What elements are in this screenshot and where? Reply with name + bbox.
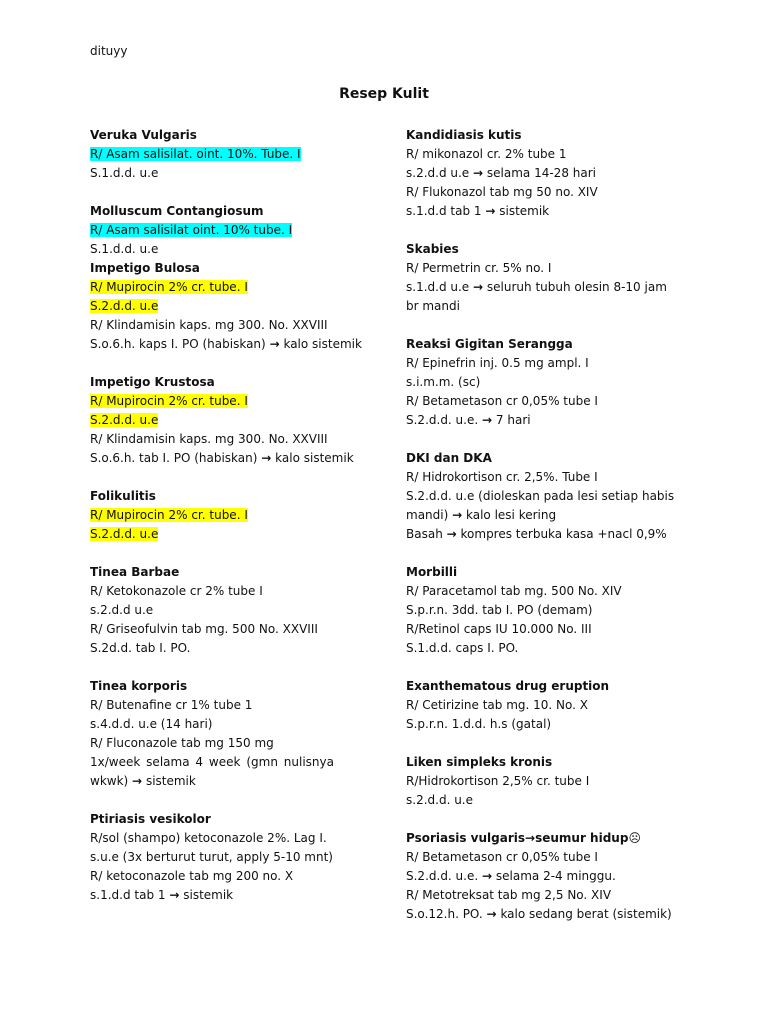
line-text: R/ Klindamisin kaps. mg 300. No. XXVIII [90,432,328,446]
arrow-icon: → [525,831,536,845]
right-column [406,126,680,943]
prescription-line [406,848,680,867]
arrow-icon: → [482,413,493,427]
section-heading-text: DKI dan DKA [406,451,492,465]
arrow-icon: → [169,888,180,902]
line-text: R/ Betametason cr 0,05% tube I [406,850,598,864]
line-text: R/ Epinefrin inj. 0.5 mg ampl. I [406,356,589,370]
section-heading-text: Liken simpleks kronis [406,755,553,769]
line-text: R/ Ketokonazole cr 2% tube I [90,584,263,598]
arrow-icon: → [473,166,484,180]
prescription-section [90,373,354,468]
arrow-icon: → [485,204,496,218]
prescription-line [406,639,680,658]
prescription-line [90,848,334,867]
document-title: Resep Kulit [339,86,429,102]
prescription-section [406,677,680,734]
prescription-line [406,601,680,620]
prescription-line [406,620,680,639]
section-heading-text: Tinea Barbae [90,565,180,579]
line-note: sistemik [499,204,550,218]
prescription-line [90,145,334,164]
prescription-line [406,886,680,905]
section-heading [406,335,680,354]
line-text: S.2.d.d. u.e. [406,869,479,883]
prescription-line [90,221,334,240]
line-text: R/ Klindamisin kaps. mg 300. No. XXVIII [90,318,328,332]
prescription-line [406,582,680,601]
line-text: R/ Mupirocin 2% cr. tube. I [90,280,248,294]
prescription-line [406,164,680,183]
section-heading [90,202,334,221]
line-text: s.1.d.d tab 1 [90,888,166,902]
line-text: R/ Cetirizine tab mg. 10. No. X [406,698,588,712]
line-note: selama 14-28 hari [486,166,596,180]
line-text: S.2.d.d. u.e (dioleskan pada lesi setiap habis mandi) [406,489,675,522]
line-text: R/ Flukonazol tab mg 50 no. XIV [406,185,598,199]
prescription-section [90,126,334,183]
prescription-line [90,278,334,297]
prescription-line [90,715,334,734]
prescription-line [90,240,334,259]
section-heading-text: Impetigo Bulosa [90,261,200,275]
line-text: S.p.r.n. 1.d.d. h.s (gatal) [406,717,552,731]
line-text: S.o.12.h. PO. [406,907,483,921]
arrow-icon: → [482,869,493,883]
section-heading-text: Skabies [406,242,459,256]
section-heading-suffix: seumur hidup [535,831,629,845]
section-heading [90,677,334,696]
prescription-line [90,411,334,430]
line-text: S.2.d.d. u.e [90,299,159,313]
prescription-line [90,335,362,354]
line-text: R/ Mupirocin 2% cr. tube. I [90,394,248,408]
prescription-line [406,468,680,487]
line-text: Basah [406,527,443,541]
line-text: S.2.d.d. u.e [90,527,159,541]
line-text: R/ Mupirocin 2% cr. tube. I [90,508,248,522]
section-heading [90,259,334,278]
arrow-icon: → [446,527,457,541]
line-text: S.2.d.d. u.e [90,413,159,427]
prescription-section [406,335,680,430]
prescription-section [406,563,680,658]
section-heading [406,677,680,696]
section-heading-text: Impetigo Krustosa [90,375,215,389]
prescription-line [406,867,680,886]
arrow-icon: → [269,337,280,351]
section-heading [406,240,680,259]
arrow-icon: → [261,451,272,465]
prescription-line [406,772,680,791]
line-note: sistemik [145,774,196,788]
prescription-section [406,753,680,810]
line-text: S.2.d.d. u.e. [406,413,479,427]
prescription-line [406,791,680,810]
line-text: R/ Asam salisilat oint. 10% tube. I [90,223,293,237]
line-text: s.4.d.d. u.e (14 hari) [90,717,213,731]
section-heading [90,487,334,506]
prescription-line [406,411,680,430]
line-note: kalo sistemik [283,337,362,351]
prescription-line [406,392,680,411]
section-heading-text: Kandidiasis kutis [406,128,522,142]
prescription-section [406,449,680,544]
prescription-line [90,449,354,468]
prescription-line [406,202,680,221]
prescription-line [406,487,680,525]
prescription-section [90,810,334,905]
line-text: s.2.d.d. u.e [406,793,473,807]
line-note: 7 hari [495,413,531,427]
line-text: s.1.d.d tab 1 [406,204,482,218]
line-text: R/Hidrokortison 2,5% cr. tube I [406,774,590,788]
line-text: R/ ketoconazole tab mg 200 no. X [90,869,294,883]
prescription-section [90,487,334,544]
line-text: S.p.r.n. 3dd. tab I. PO (demam) [406,603,593,617]
prescription-line [90,620,334,639]
line-text: s.u.e (3x berturut turut, apply 5-10 mnt) [90,850,333,864]
line-text: S.1.d.d. u.e [90,166,159,180]
section-heading-text: Veruka Vulgaris [90,128,197,142]
page-header-text: dituyy [90,44,128,58]
line-text: S.1.d.d. caps I. PO. [406,641,519,655]
line-note: seluruh tubuh olesin 8-10 jam br mandi [406,280,667,313]
prescription-section [406,829,680,924]
line-text: R/ Butenafine cr 1% tube 1 [90,698,253,712]
line-text: 1x/week selama 4 week (gmn nulisnya wkwk) [90,755,334,788]
prescription-line [90,316,334,335]
line-text: R/ Metotreksat tab mg 2,5 No. XIV [406,888,612,902]
prescription-line [406,525,680,544]
prescription-line [90,525,334,544]
prescription-line [406,905,680,924]
line-note: kalo lesi kering [466,508,557,522]
line-text: R/Retinol caps IU 10.000 No. III [406,622,592,636]
section-heading-text: Tinea korporis [90,679,188,693]
prescription-section [90,202,334,259]
section-heading [406,829,680,848]
line-text: R/ Fluconazole tab mg 150 mg [90,736,274,750]
section-heading [406,753,680,772]
line-text: s.i.m.m. (sc) [406,375,481,389]
line-text: S.o.6.h. kaps I. PO (habiskan) [90,337,266,351]
line-note: sistemik [183,888,234,902]
arrow-icon: → [473,280,484,294]
line-text: S.o.6.h. tab I. PO (habiskan) [90,451,258,465]
section-heading-text: Folikulitis [90,489,156,503]
line-text: S.1.d.d. u.e [90,242,159,256]
line-text: S.2d.d. tab I. PO. [90,641,191,655]
line-text: R/ Griseofulvin tab mg. 500 No. XXVIII [90,622,318,636]
prescription-section [406,240,680,316]
section-heading [90,810,334,829]
prescription-line [90,886,334,905]
prescription-line [90,297,334,316]
section-heading [406,563,680,582]
line-note: kalo sistemik [275,451,354,465]
line-text: R/ mikonazol cr. 2% tube 1 [406,147,567,161]
line-text: R/ Paracetamol tab mg. 500 No. XIV [406,584,622,598]
arrow-icon: → [452,508,463,522]
section-heading [90,126,334,145]
line-text: R/ Hidrokortison cr. 2,5%. Tube I [406,470,598,484]
section-heading-text: Exanthematous drug eruption [406,679,610,693]
section-heading-text: Molluscum Contangiosum [90,204,264,218]
prescription-line [406,259,680,278]
line-text: s.2.d.d u.e [90,603,154,617]
line-text: R/ Betametason cr 0,05% tube I [406,394,598,408]
prescription-line [90,867,334,886]
prescription-line [90,392,334,411]
line-text: s.1.d.d u.e [406,280,470,294]
prescription-line [90,639,334,658]
line-note: selama 2-4 minggu. [495,869,616,883]
prescription-line [406,183,680,202]
arrow-icon: → [132,774,143,788]
line-text: R/ Asam salisilat. oint. 10%. Tube. I [90,147,301,161]
prescription-line [90,829,334,848]
section-heading-text: Psoriasis vulgaris [406,831,526,845]
prescription-section [90,259,362,354]
prescription-section [406,126,680,221]
section-heading-text: Reaksi Gigitan Serangga [406,337,573,351]
line-text: R/sol (shampo) ketoconazole 2%. Lag I. [90,831,327,845]
section-heading [406,126,680,145]
section-heading-text: Morbilli [406,565,458,579]
section-heading [406,449,680,468]
prescription-section [90,677,334,791]
section-heading [90,563,334,582]
prescription-line [90,430,334,449]
line-note: kompres terbuka kasa +nacl 0,9% [460,527,667,541]
line-note: kalo sedang berat (sistemik) [500,907,672,921]
prescription-line [90,734,334,753]
prescription-line [406,354,680,373]
prescription-line [90,164,334,183]
prescription-line [406,373,680,392]
left-column [90,126,362,924]
prescription-line [406,715,680,734]
prescription-line [90,601,334,620]
section-heading [90,373,334,392]
section-heading-text: Ptiriasis vesikolor [90,812,211,826]
prescription-section [90,563,334,658]
line-text: s.2.d.d u.e [406,166,470,180]
arrow-icon: → [486,907,497,921]
prescription-line [90,582,334,601]
prescription-line [90,696,334,715]
prescription-line [406,696,680,715]
sad-face-icon: ☹ [628,831,641,845]
line-text: R/ Permetrin cr. 5% no. I [406,261,552,275]
prescription-line [90,753,334,791]
prescription-line [90,506,334,525]
prescription-line [406,278,680,316]
prescription-line [406,145,680,164]
